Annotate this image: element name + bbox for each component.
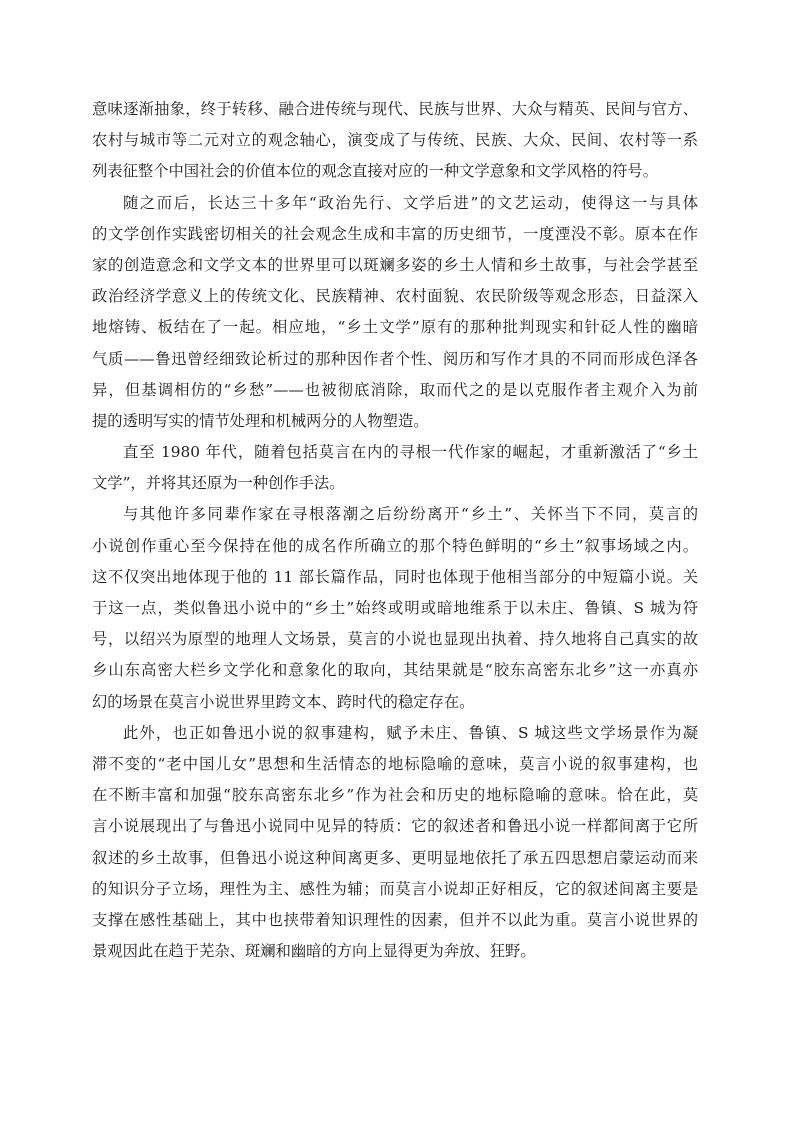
text-line: 列表征整个中国社会的价值本位的观念直接对应的一种文学意象和文学风格的符号。 <box>92 162 658 181</box>
paragraph-p2 <box>92 188 698 438</box>
text-line: 乡山东高密大栏乡文学化和意象化的取向，其结果就是“胶东高密东北乡”这一亦真亦 <box>92 661 698 680</box>
paragraph-p1 <box>92 94 698 188</box>
text-line: 此外，也正如鲁迅小说的叙事建构，赋予未庄、鲁镇、S 城这些文学场景作为凝 <box>123 723 699 742</box>
paragraph-p3 <box>92 437 698 499</box>
text-line: 随之而后，长达三十多年“政治先行、文学后进”的文艺运动，使得这一与具体 <box>123 193 698 212</box>
text-line: 滞不变的“老中国儿女”思想和生活情态的地标隐喻的意味，莫言小说的叙事建构，也 <box>92 754 698 773</box>
text-line: 幻的场景在莫言小说世界里跨文本、跨时代的稳定存在。 <box>92 692 475 711</box>
text-line: 景观因此在趋于芜杂、斑斓和幽暗的方向上显得更为奔放、狂野。 <box>92 942 536 961</box>
text-line: 农村与城市等二元对立的观念轴心，演变成了与传统、民族、大众、民间、农村等一系 <box>92 131 698 150</box>
text-line: 提的透明写实的情节处理和机械两分的人物塑造。 <box>92 411 429 430</box>
text-line: 直至 1980 年代，随着包括莫言在内的寻根一代作家的崛起，才重新激活了“乡土 <box>123 443 698 462</box>
text-line: 气质——鲁迅曾经细致论析过的那种因作者个性、阅历和写作才具的不同而形成色泽各 <box>92 349 698 368</box>
text-line: 小说创作重心至今保持在他的成名作所确立的那个特色鲜明的“乡土”叙事场域之内。 <box>92 536 698 555</box>
text-line: 家的创造意念和文学文本的世界里可以斑斓多姿的乡土人情和乡土故事，与社会学甚至 <box>92 255 698 274</box>
text-line: 意味逐渐抽象，终于转移、融合进传统与现代、民族与世界、大众与精英、民间与官方、 <box>92 100 698 118</box>
text-line: 地熔铸、板结在了一起。相应地，“乡土文学”原有的那种批判现实和针砭人性的幽暗 <box>92 318 698 337</box>
text-line: 异，但基调相仿的“乡愁”——也被彻底消除，取而代之的是以克服作者主观介入为前 <box>92 380 698 399</box>
body-text <box>92 94 698 967</box>
paragraph-p4 <box>92 499 698 717</box>
text-line: 与其他许多同辈作家在寻根落潮之后纷纷离开“乡土”、关怀当下不同，莫言的 <box>123 505 698 524</box>
paragraph-p5 <box>92 718 698 968</box>
text-line: 支撑在感性基础上，其中也挟带着知识理性的因素，但并不以此为重。莫言小说世界的 <box>92 910 698 929</box>
text-line: 这不仅突出地体现于他的 11 部长篇作品，同时也体现于他相当部分的中短篇小说。关 <box>92 567 698 586</box>
text-line: 言小说展现出了与鲁迅小说同中见异的特质：它的叙述者和鲁迅小说一样都间离于它所 <box>92 817 698 836</box>
text-line: 的知识分子立场，理性为主、感性为辅；而莫言小说却正好相反，它的叙述间离主要是 <box>92 879 698 898</box>
text-line: 在不断丰富和加强“胶东高密东北乡”作为社会和历史的地标隐喻的意味。恰在此，莫 <box>92 786 698 805</box>
text-line: 号，以绍兴为原型的地理人文场景，莫言的小说也显现出执着、持久地将自己真实的故 <box>92 630 698 649</box>
text-line: 叙述的乡土故事，但鲁迅小说这种间离更多、更明显地依托了承五四思想启蒙运动而来 <box>92 848 698 867</box>
text-line: 政治经济学意义上的传统文化、民族精神、农村面貌、农民阶级等观念形态，日益深入 <box>92 287 698 306</box>
text-line: 的文学创作实践密切相关的社会观念生成和丰富的历史细节，一度湮没不彰。原本在作 <box>92 224 698 243</box>
text-line: 文学”，并将其还原为一种创作手法。 <box>92 474 345 493</box>
text-line: 于这一点，类似鲁迅小说中的“乡土”始终或明或暗地维系于以未庄、鲁镇、S 城为符 <box>92 599 698 617</box>
